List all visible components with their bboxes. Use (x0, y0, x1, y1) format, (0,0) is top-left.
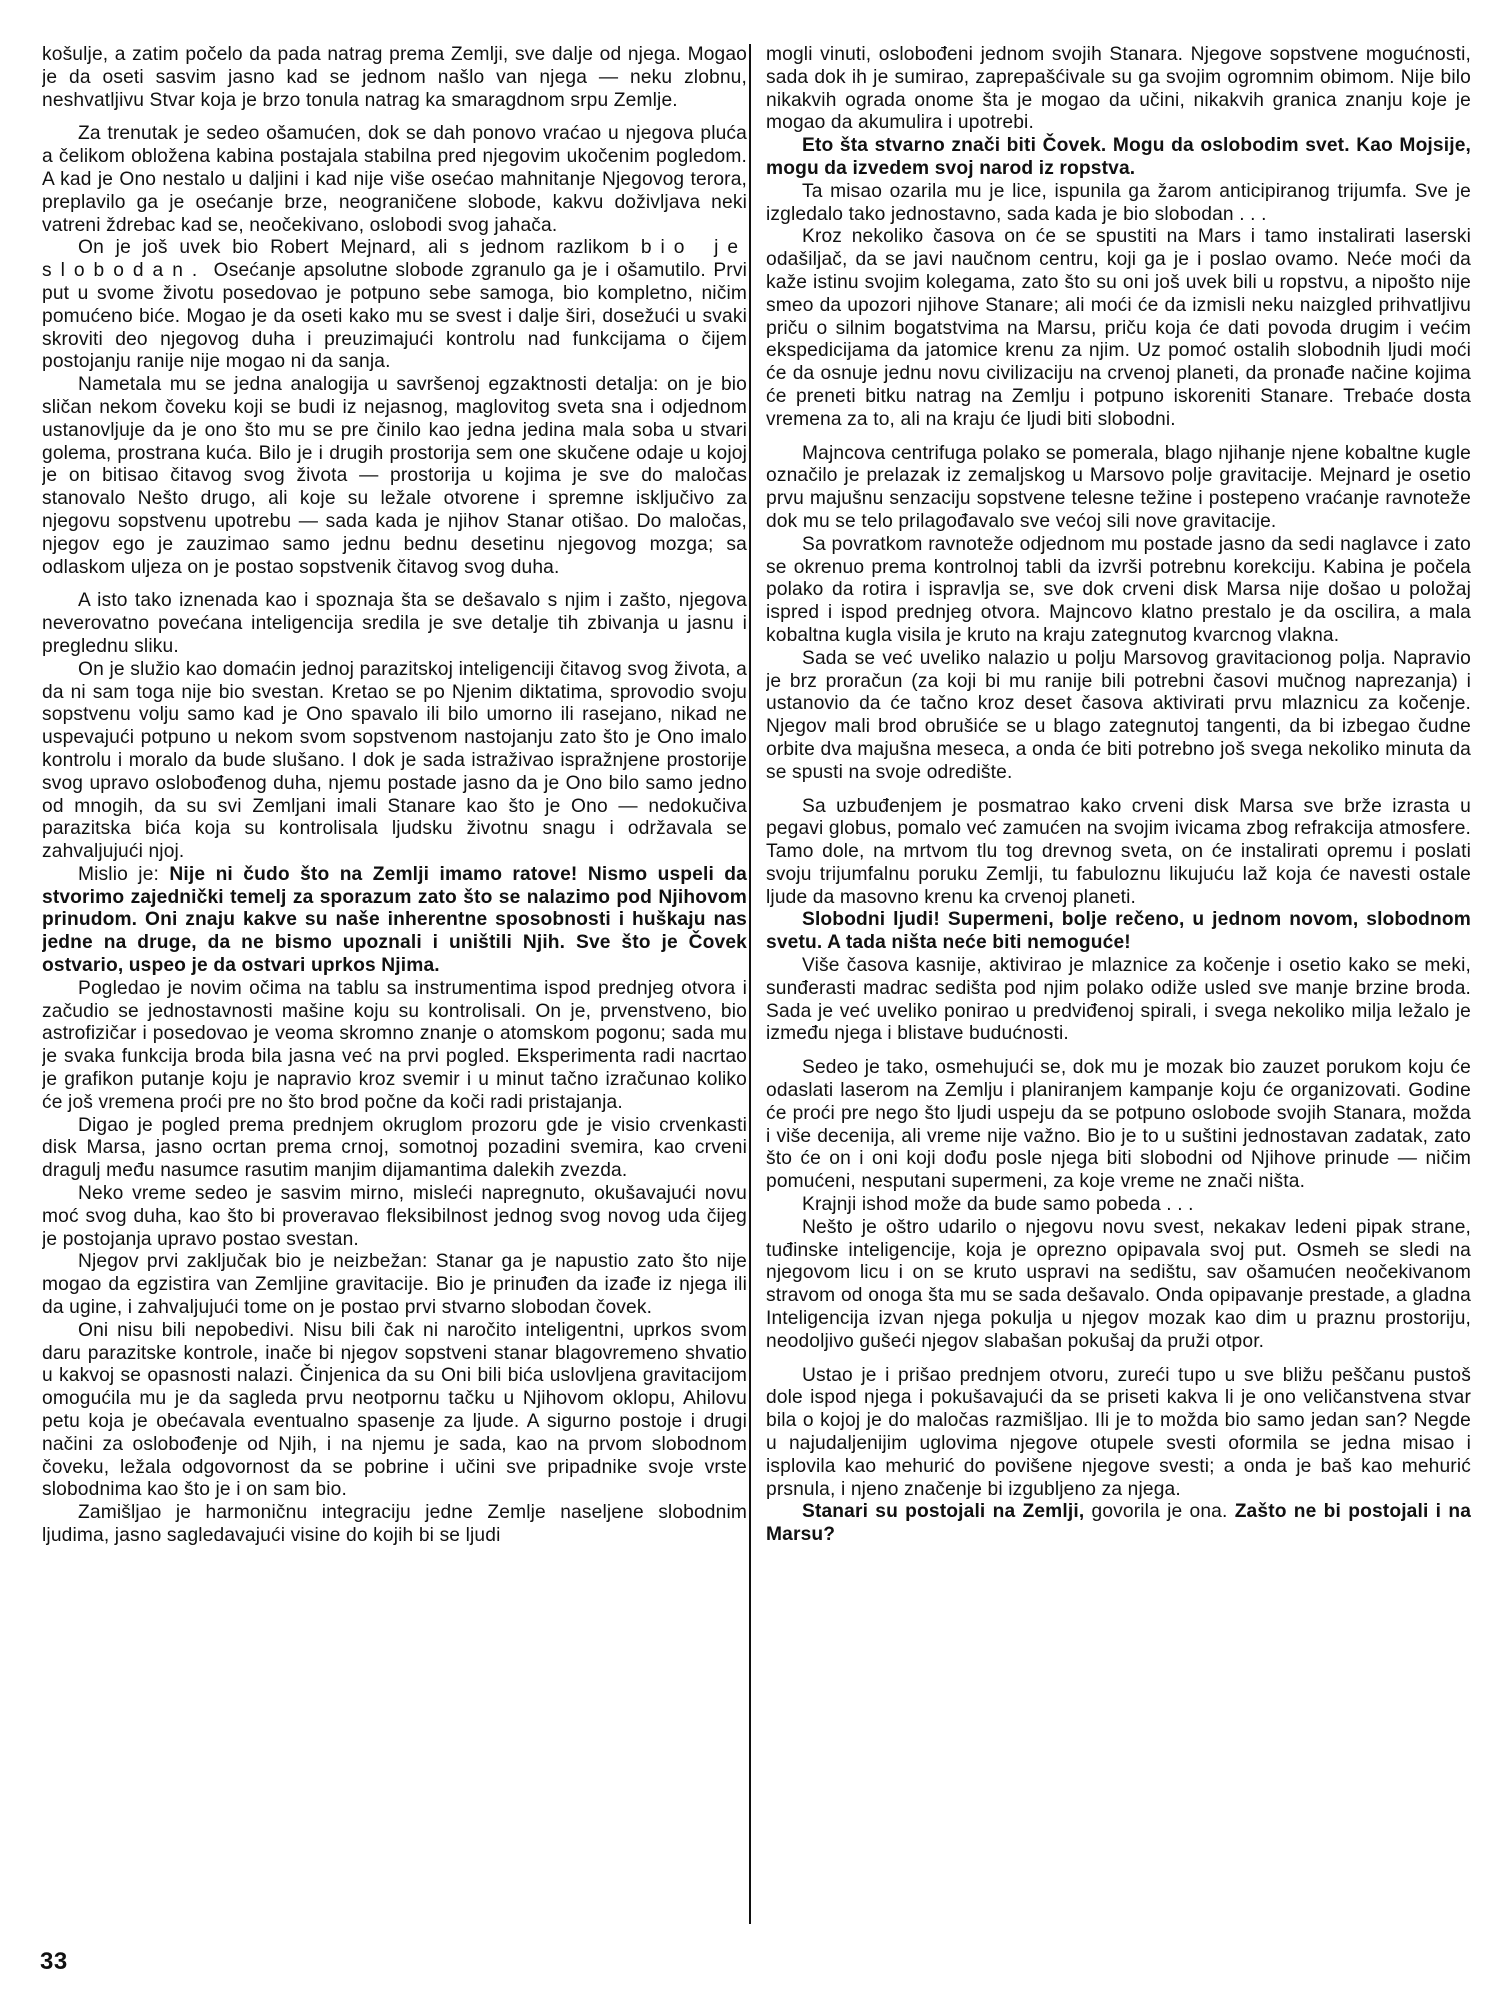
paragraph: Sedeo je tako, osmehujući se, dok mu je mozak bio zauzet porukom koju će odaslati laserom na Zemlju i planiranjem kampanje koju će organizovati. Godine će proći pre nego što ljudi uspeju da se potpuno oslobode svojih Stanara, možda i više decenija, ali vreme nije važno. Bio je to u suštini jednostavan zadatak, zato što će on i oni koji dođu posle njega biti slobodni od Njihove prinude — ničim pomućeni, nesputani supermeni, za koje vreme ne znači ništa. (766, 1057, 1471, 1193)
paragraph: Digao je pogled prema prednjem okruglom prozoru gde je visio crvenkasti disk Marsa, jasno ocrtan prema crnoj, somotnoj pozadini svemira, kao crveni dragulj među nasumce rasutim manjim dijamantima dalekih zvezda. (42, 1114, 747, 1182)
paragraph: A isto tako iznenada kao i spoznaja šta se dešavalo s njim i zašto, njegova neverovatno povećana inteligencija sredila je sve detalje tih zbivanja u jasnu i preglednu sliku. (42, 590, 747, 657)
paragraph (766, 135, 1471, 181)
paragraph (766, 909, 1471, 955)
paragraph: Više časova kasnije, aktivirao je mlaznice za kočenje i osetio kako se meki, sunđerasti madrac sedišta pod njim polako odiže usled sve manje brzine broda. Sada je već uveliko ponirao u predviđenoj spirali, i svega nekoliko milja ležalo je između njega i blistave budućnosti. (766, 955, 1471, 1045)
paragraph: Njegov prvi zaključak bio je neizbežan: Stanar ga je napustio zato što nije mogao da egzistira van Zemljine gravitacije. Bio je prinuđen da izađe iz njega ili da ugine, i zahvaljujući tome on je postao prvi stvarno slobodan čovek. (42, 1251, 747, 1319)
bold-thought: Slobodni ljudi! Supermeni, bolje rečeno, u jednom novom, slobodnom svetu. A tada ništa neće biti nemoguće! (766, 909, 1471, 954)
right-text-column (766, 44, 1471, 1924)
paragraph: Krajnji ishod može da bude samo pobeda . . . (802, 1194, 1194, 1216)
paragraph: Sa povratkom ravnoteže odjednom mu postade jasno da sedi naglavce i zato se okrenuo prema kontrolnoj tabli da izvrši potrebnu korekciju. Kabina je počela polako da rotira i ispravlja se, sve dok crveni disk Marsa nije došao u položaj ispred i ispod prednjeg otvora. Majncovo klatno prestalo je da oscilira, a mala kobaltna kugla visila je kruto na kraju zategnutog kvarcnog vlakna. (766, 533, 1471, 646)
page-number: 33 (40, 1948, 68, 1975)
paragraph: Za trenutak je sedeo ošamućen, dok se dah ponovo vraćao u njegova pluća a čelikom obložena kabina postajala stabilna pred njegovim ukočenim pogledom. A kad je Ono nestalo u daljini i kad nije više osećao mahnitanje Njegovog terora, preplavilo ga je osećanje brze, neograničene slobode, kakvu doživljava neki vatreni ždrebac kad se, neočekivano, oslobodi svog jahača. (42, 123, 747, 236)
paragraph: Kroz nekoliko časova on će se spustiti na Mars i tamo instalirati laserski odašiljač, da se javi naučnom centru, koji ga je i poslao ovamo. Neće moći da kaže istinu svojim kolegama, zato što su oni još uvek bili u ropstvu, a nipošto nije smeo da upozori njihove Stanare; ali moći će da izmisli neku naizgled prihvatljivu priču o silnim bogatstvima na Marsu, priču koja će dati povoda drugim i većim ekspedicijama da jatomice krenu za njim. Uz pomoć ostalih slobodnih ljudi moći će da osnuje jednu novu civilizaciju na crvenoj planeti, da pronađe načine kojima će preneti bitku natrag na Zemlju i potpuno iskoreniti Stanare. Trebaće dosta vremena za to, ali na kraju će ljudi biti slobodni. (766, 226, 1471, 430)
text-run: Mislio je: (78, 863, 160, 885)
paragraph: Majncova centrifuga polako se pomerala, blago njihanje njene kobaltne kugle označilo je prelazak iz zemaljskog u Marsovo polje gravitacije. Mejnard je osetio prvu majušnu senzaciju sopstvene telesne težine i postepeno vraćanje ravnoteže dok mu se telo prilagođavalo sve većoj sili nove gravitacije. (766, 442, 1471, 532)
paragraph: mogli vinuti, oslobođeni jednom svojih Stanara. Njegove sopstvene mogućnosti, sada dok ih je sumirao, zaprepašćivale su ga svojim ogromnim obimom. Nije bilo nikakvih ograda onome šta je mogao da učini, nikakvih granica znanju koje je mogao da akumulira i upotrebi. (766, 44, 1471, 134)
bold-thought: Stanari su postojali na Zemlji, (802, 1501, 1085, 1523)
paragraph: Oni nisu bili nepobedivi. Nisu bili čak ni naročito inteligentni, uprkos svom daru parazitske kontrole, inače bi njegov sopstveni stanar blagovremeno shvatio u kakvoj se opasnosti nalazi. Činjenica da su Oni bili bića uslovljena gravitacijom omogućila mu je da sagleda prvu neotpornu tačku u Njihovom oklopu, Ahilovu petu koja je obećavala eventualno spasenje za ljude. A sigurno postoje i drugi načini za oslobođenje od Njih, i na njemu je sada, kao na prvom slobodnom čoveku, ležala odgovornost da se pobrine i učini sve pripadnike svoje vrste slobodnima kao što je i on sam bio. (42, 1319, 747, 1501)
paragraph: Ustao je i prišao prednjem otvoru, zureći tupo u sve bližu peščanu pustoš dole ispod njega i pokušavajući da se priseti kakva li je ono veličanstvena stvar bila o kojoj je do maločas razmišljao. Ili je to možda bio samo jedan san? Negde u najudaljenijim uglovima njegove otupele svesti oformila se jedna misao i isplovila kao mehurić do povišene njegove svesti; a onda je baš kao mehurić prsnula, i njeno značenje bi izgubljeno za njega. (766, 1364, 1471, 1500)
bold-thought: Eto šta stvarno znači biti Čovek. Mogu da oslobodim svet. Kao Mojsije, mogu da izvedem svoj narod iz ropstva. (766, 135, 1471, 179)
column-divider (749, 44, 751, 1924)
text-run: govorila je ona. (1091, 1501, 1228, 1523)
paragraph: Sa uzbuđenjem je posmatrao kako crveni disk Marsa sve brže izrasta u pegavi globus, pomalo već zamućen na svojim ivicama zbog refrakcija atmosfere. Tamo dole, na mrtvom tlu tog drevnog sveta, on će instalirati opremu i poslati svoju trijumfalnu poruku Zemlji, tu fabuloznu likujuću laž koja će navesti ostale ljude da masovno krenu ka crvenoj planeti. (766, 795, 1471, 908)
paragraph: košulje, a zatim počelo da pada natrag prema Zemlji, sve dalje od njega. Mogao je da oseti sasvim jasno kad se jednom našlo van njega — neku zlobnu, neshvatljivu Stvar koja je brzo tonula natrag ka smaragdnom srpu Zemlje. (42, 44, 747, 111)
text-run: Osećanje apsolutne slobode zgranulo ga je i ošamutilo. Prvi put u svome životu posedovao je potpuno sebe samoga, bio kompletno, ničim pomućeno biće. Mogao je da oseti kako mu se svest i dalje širi, dosežući u svaki skroviti deo njegovog duha i preuzimajući kontrolu nad funkcijama o čijem postojanju ranije nije mogao ni da sanja. (42, 260, 747, 373)
paragraph: Zamišljao je harmoničnu integraciju jedne Zemlje naseljene slobodnim ljudima, jasno sagledavajući visine do kojih bi se ljudi (42, 1502, 747, 1546)
text-run: On je još uvek bio Robert Mejnard, ali s jednom razlikom (78, 237, 630, 259)
bold-thought: Zašto ne bi postojali i na Marsu? (766, 1501, 1471, 1546)
spaced-emphasis: bio je slobodan. (42, 237, 747, 282)
paragraph: Ta misao ozarila mu je lice, ispunila ga žarom anticipiranog trijumfa. Sve je izgledalo tako jednostavno, sada kada je bio slobodan . . . (766, 180, 1471, 225)
paragraph: Sada se već uveliko nalazio u polju Marsovog gravitacionog polja. Napravio je brz proračun (za koji bi mu ranije bili potrebni časovi mučnog naprezanja) i ustanovio da će tačno kroz deset časova aktivirati prvu mlaznicu za kočenje. Njegov mali brod obrušiće se u blago zategnutoj tangenti, da bi izbegao čudne orbite dva majušna meseca, a onda će biti potrebno još svega nekoliko minuta da se spusti na svoje odredište. (766, 647, 1471, 783)
paragraph (42, 237, 747, 374)
paragraph: Neko vreme sedeo je sasvim mirno, misleći napregnuto, okušavajući novu moć svog duha, kao što bi proveravao fleksibilnost jednog svog novog uda čijeg je postojanja upravo postao svestan. (42, 1183, 747, 1250)
paragraph: Nešto je oštro udarilo o njegovu novu svest, nekakav ledeni pipak strane, tuđinske inteligencije, koja je oprezno opipavala svoj put. Osmeh se sledi na njegovom licu i on se kruto uspravi na sedištu, sav ošamućen neočekivanom stravom od onoga šta mu se sada dešavalo. Onda opipavanje prestade, a gladna Inteligencija izvan njega pokulja u njegov mozak kao dim u praznu prostoriju, neodoljivo gušeći njegov slabašan pokušaj da pruži otpor. (766, 1216, 1471, 1352)
paragraph (42, 864, 747, 978)
paragraph (766, 1501, 1471, 1547)
paragraph: Nametala mu se jedna analogija u savršenoj egzaktnosti detalja: on je bio sličan nekom čoveku koji se budi iz nejasnog, maglovitog sveta sna i odjednom ustanovljuje da je ono što mu se pre činilo kao jedna jedina mala soba u stvari golema, prostrana kuća. Bilo je i drugih prostorija sem one skučene odaje u kojoj je on bitisao čitavog svog života — prostorija u kojima je sve do maločas stanovalo Nešto drugo, ali koje su ležale otvorene i spremne isključivo za njegovu sopstvenu upotrebu — sada kada je njihov Stanar otišao. Do maločas, njegov ego je zauzimao samo jednu bednu desetinu njegovog mozga; sa odlaskom uljeza on je postao sopstvenik čitavog svog duha. (42, 374, 747, 578)
paragraph: Pogledao je novim očima na tablu sa instrumentima ispod prednjeg otvora i začudio se jednostavnosti mašine koju su kontrolisali. On je, prvenstveno, bio astrofizičar i posedovao je veoma skromno znanje o atomskom pogonu; sada mu je svaka funkcija broda bila jasna već na prvi pogled. Eksperimenta radi nacrtao je grafikon putanje koju je napravio kroz svemir i u minut tačno izračunao koliko će još vremena proći pre no što brod počne da koči radi pristajanja. (42, 977, 747, 1113)
left-text-column (42, 44, 747, 1924)
bold-thought: Nije ni čudo što na Zemlji imamo ratove! Nismo uspeli da stvorimo zajednički temelj za sporazum zato što se nalazimo pod Njihovom prinudom. Oni znaju kakve su naše inherentne sposobnosti i huškaju nas jedne na druge, da ne bismo upoznali i uništili Njih. Sve što je Čovek ostvario, uspeo je da ostvari uprkos Njima. (42, 863, 747, 977)
paragraph: On je služio kao domaćin jednoj parazitskoj inteligenciji čitavog svog života, a da ni sam toga nije bio svestan. Kretao se po Njenim diktatima, sprovodio svoju sopstvenu volju samo kad je Ono spavalo ili bilo umorno ili rasejano, nikad ne uspevajući potpuno u nekom svom sopstvenom nastojanju zato što je Ono imalo kontrolu i moralo da bude slušano. I dok je sada istraživao ispražnjene prostorije svog upravo oslobođenog duha, njemu postade jasno da je Ono bilo samo jedno od mnogih, da su svi Zemljani imali Stanare kao što je Ono — nedokučiva parazitska bića koja su kontrolisala ljudsku životnu snagu i održavala se zahvaljujući njoj. (42, 658, 747, 863)
